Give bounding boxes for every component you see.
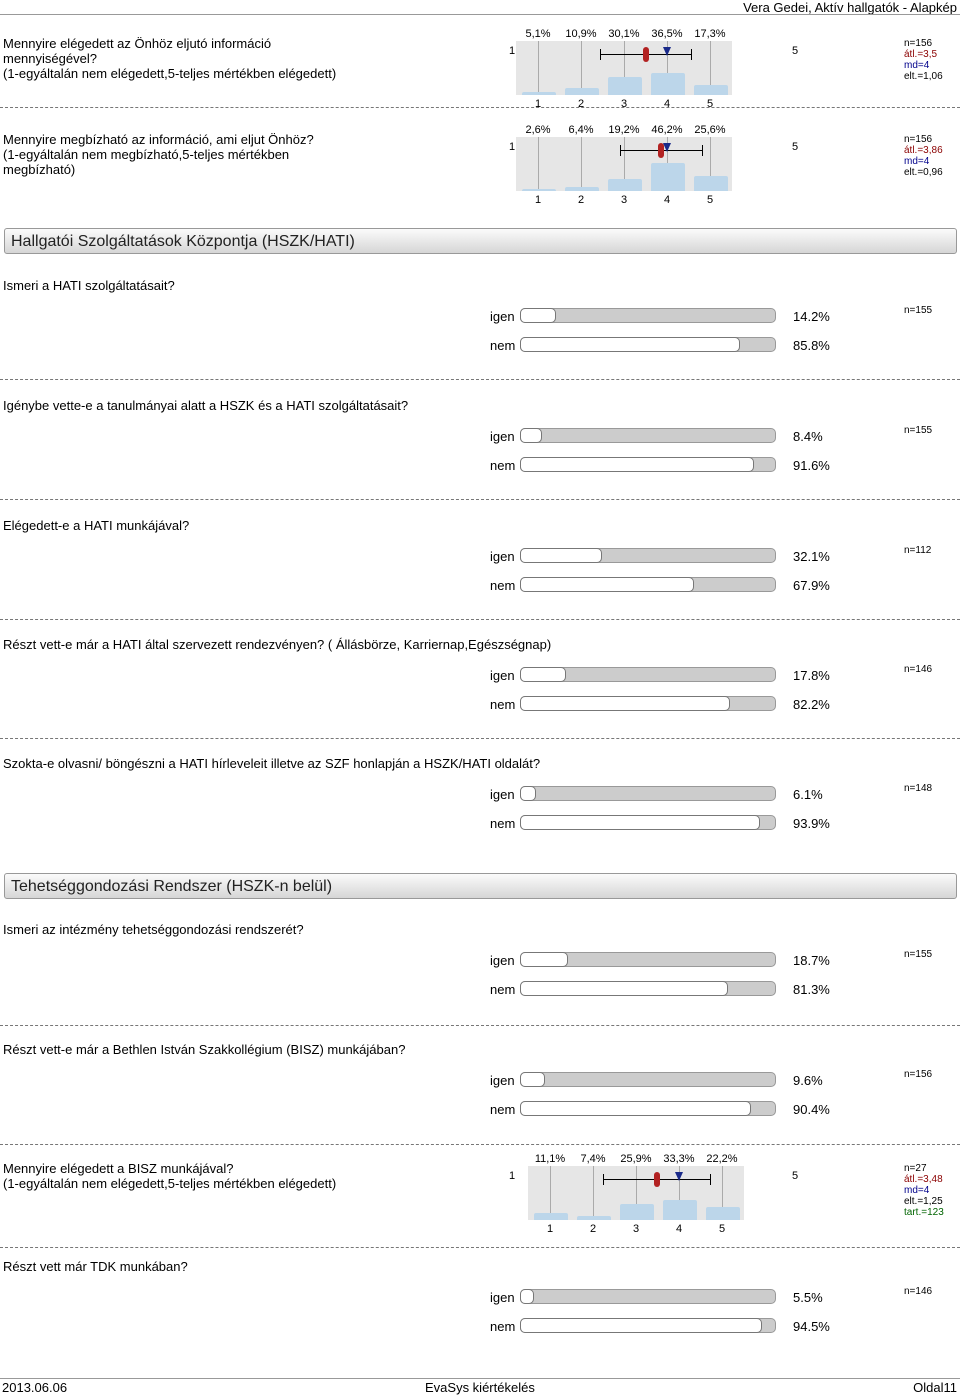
- answer-label-no: nem: [490, 1102, 516, 1117]
- answer-label-yes: igen: [490, 1073, 515, 1088]
- question-separator: [0, 619, 960, 620]
- percent-label: 25,9%: [620, 1153, 652, 1165]
- histogram-bar: [522, 189, 556, 191]
- yes-bar-track: [520, 1289, 776, 1304]
- tick-label: 5: [718, 1223, 726, 1235]
- yes-bar-track: [520, 548, 776, 563]
- yes-bar-fill: [520, 428, 542, 443]
- histogram-bar: [577, 1216, 611, 1220]
- answer-label-no: nem: [490, 697, 516, 712]
- no-percent: 93.9%: [793, 816, 830, 831]
- section-header: [4, 873, 957, 899]
- histogram-bar: [608, 77, 642, 95]
- no-bar-track: [520, 1318, 776, 1333]
- tick-label: 4: [663, 194, 671, 206]
- yes-bar-fill: [520, 952, 568, 967]
- footer-date: 2013.06.06: [2, 1380, 68, 1395]
- scale-gridline: [538, 137, 539, 191]
- question-text: Részt vett-e már a Bethlen István Szakkollégium (BISZ) munkájában?: [3, 1042, 406, 1057]
- tick-label: 4: [675, 1223, 683, 1235]
- no-bar-fill: [520, 337, 740, 352]
- tick-label: 2: [589, 1223, 597, 1235]
- statistics-line: n=27: [904, 1163, 927, 1174]
- scale-gridline: [581, 137, 582, 191]
- yes-bar-track: [520, 1072, 776, 1087]
- no-bar-fill: [520, 696, 730, 711]
- question-separator: [0, 1025, 960, 1026]
- sample-size: n=155: [904, 949, 933, 960]
- question-text-line: Mennyire elégedett az Önhöz eljutó információ: [3, 36, 272, 51]
- histogram-bar: [694, 176, 728, 191]
- histogram-bar: [694, 85, 728, 95]
- yes-bar-fill: [520, 1072, 545, 1087]
- yes-percent: 32.1%: [793, 549, 830, 564]
- no-percent: 81.3%: [793, 982, 830, 997]
- question-text-line: Mennyire megbízható az információ, ami eljut Önhöz?: [3, 132, 314, 147]
- scale-left-label: 1: [509, 141, 516, 153]
- no-bar-track: [520, 815, 776, 830]
- histogram-bar: [565, 187, 599, 191]
- question-text-line: (1-egyáltalán nem megbízható,5-teljes mértékben: [3, 147, 290, 162]
- question-text: Részt vett már TDK munkában?: [3, 1259, 188, 1274]
- answer-label-yes: igen: [490, 1290, 515, 1305]
- answer-label-no: nem: [490, 458, 516, 473]
- no-bar-fill: [520, 1101, 751, 1116]
- yes-bar-track: [520, 667, 776, 682]
- no-bar-fill: [520, 457, 754, 472]
- percent-label: 11,1%: [534, 1153, 566, 1165]
- question-text-line: megbízható): [3, 162, 76, 177]
- histogram-bar: [565, 88, 599, 95]
- mean-marker: [654, 1172, 660, 1187]
- no-percent: 82.2%: [793, 697, 830, 712]
- yes-bar-fill: [520, 667, 566, 682]
- sample-size: n=155: [904, 425, 933, 436]
- yes-bar-track: [520, 428, 776, 443]
- no-bar-track: [520, 981, 776, 996]
- no-bar-fill: [520, 815, 760, 830]
- question-text-line: mennyiségével?: [3, 51, 97, 66]
- yes-bar-fill: [520, 1289, 534, 1304]
- no-bar-track: [520, 1101, 776, 1116]
- section-title: Hallgatói Szolgáltatások Központja (HSZK/HATI): [11, 233, 355, 250]
- yes-percent: 14.2%: [793, 309, 830, 324]
- yes-bar-track: [520, 952, 776, 967]
- histogram-bar: [706, 1207, 740, 1220]
- question-text: Részt vett-e már a HATI által szervezett rendezvényen? ( Állásbörze, Karriernap,Egészségnap): [3, 637, 552, 652]
- statistics-line: átl.=3,86: [904, 145, 943, 156]
- yes-bar-fill: [520, 548, 602, 563]
- median-marker: [663, 143, 671, 152]
- sample-size: n=148: [904, 783, 933, 794]
- statistics-line: elt.=0,96: [904, 167, 943, 178]
- answer-label-no: nem: [490, 1319, 516, 1334]
- yes-percent: 5.5%: [793, 1290, 823, 1305]
- footer-rule: [0, 1378, 960, 1379]
- question-separator: [0, 379, 960, 380]
- sample-size: n=155: [904, 305, 933, 316]
- footer-center: EvaSys kiértékelés: [425, 1380, 535, 1395]
- no-bar-track: [520, 337, 776, 352]
- histogram-bar: [534, 1213, 568, 1220]
- yes-percent: 18.7%: [793, 953, 830, 968]
- scale-gridline: [581, 41, 582, 95]
- no-percent: 90.4%: [793, 1102, 830, 1117]
- answer-label-yes: igen: [490, 953, 515, 968]
- no-bar-track: [520, 577, 776, 592]
- std-dev-cap-right: [702, 145, 703, 156]
- histogram-bar: [608, 179, 642, 191]
- yes-percent: 9.6%: [793, 1073, 823, 1088]
- answer-label-no: nem: [490, 578, 516, 593]
- statistics-line: n=156: [904, 38, 933, 49]
- answer-label-yes: igen: [490, 787, 515, 802]
- no-percent: 85.8%: [793, 338, 830, 353]
- scale-left-label: 1: [509, 1170, 516, 1182]
- tick-label: 3: [632, 1223, 640, 1235]
- section-header: [4, 228, 957, 254]
- percent-label: 46,2%: [651, 124, 683, 136]
- percent-label: 25,6%: [694, 124, 726, 136]
- statistics-line: elt.=1,06: [904, 71, 943, 82]
- histogram-bar: [651, 163, 685, 191]
- question-text: Ismeri az intézmény tehetséggondozási rendszerét?: [3, 922, 304, 937]
- question-text: Ismeri a HATI szolgáltatásait?: [3, 278, 175, 293]
- yes-percent: 8.4%: [793, 429, 823, 444]
- footer-page: Oldal11: [913, 1380, 957, 1395]
- question-separator: [0, 738, 960, 739]
- answer-label-no: nem: [490, 982, 516, 997]
- no-bar-fill: [520, 577, 694, 592]
- statistics-line: átl.=3,48: [904, 1174, 943, 1185]
- question-separator: [0, 499, 960, 500]
- tick-label: 1: [534, 98, 542, 110]
- yes-bar-track: [520, 308, 776, 323]
- statistics-line: átl.=3,5: [904, 49, 938, 60]
- std-dev-cap-left: [620, 145, 621, 156]
- statistics-line: n=156: [904, 134, 933, 145]
- question-text-line: (1-egyáltalán nem elégedett,5-teljes mértékben elégedett): [3, 1176, 337, 1191]
- histogram-bar: [663, 1200, 697, 1220]
- no-bar-fill: [520, 981, 728, 996]
- question-text-line: Mennyire elégedett a BISZ munkájával?: [3, 1161, 234, 1176]
- yes-percent: 17.8%: [793, 668, 830, 683]
- sample-size: n=112: [904, 545, 932, 556]
- sample-size: n=156: [904, 1069, 933, 1080]
- std-dev-cap-left: [603, 1174, 604, 1185]
- tick-label: 4: [663, 98, 671, 110]
- answer-label-yes: igen: [490, 429, 515, 444]
- question-text: Szokta-e olvasni/ böngészni a HATI hírleveleit illetve az SZF honlapján a HSZK/HATI oldalát?: [3, 756, 541, 771]
- section-title: Tehetséggondozási Rendszer (HSZK-n belül): [11, 878, 333, 895]
- answer-label-no: nem: [490, 816, 516, 831]
- percent-label: 6,4%: [568, 124, 594, 136]
- scale-right-label: 5: [792, 1170, 799, 1182]
- question-text-line: (1-egyáltalán nem elégedett,5-teljes mértékben elégedett): [3, 66, 337, 81]
- tick-label: 2: [577, 194, 585, 206]
- answer-label-yes: igen: [490, 309, 515, 324]
- question-separator: [0, 107, 960, 108]
- tick-label: 1: [546, 1223, 554, 1235]
- sample-size: n=146: [904, 1286, 933, 1297]
- scale-right-label: 5: [792, 141, 799, 153]
- no-percent: 94.5%: [793, 1319, 830, 1334]
- tick-label: 3: [620, 194, 628, 206]
- no-bar-track: [520, 457, 776, 472]
- scale-gridline: [593, 1166, 594, 1220]
- no-percent: 67.9%: [793, 578, 830, 593]
- question-separator: [0, 1144, 960, 1145]
- yes-percent: 6.1%: [793, 787, 823, 802]
- statistics-line: md=4: [904, 60, 930, 71]
- statistics-line: md=4: [904, 156, 930, 167]
- histogram-bar: [522, 92, 556, 95]
- percent-label: 10,9%: [565, 28, 597, 40]
- header-title: Vera Gedei, Aktív hallgatók - Alapkép: [743, 0, 957, 15]
- scale-left-label: 1: [509, 45, 516, 57]
- tick-label: 5: [706, 194, 714, 206]
- statistics-line: elt.=1,25: [904, 1196, 943, 1207]
- answer-label-no: nem: [490, 338, 516, 353]
- no-bar-fill: [520, 1318, 762, 1333]
- statistics-line: md=4: [904, 1185, 930, 1196]
- yes-bar-track: [520, 786, 776, 801]
- question-text: Elégedett-e a HATI munkájával?: [3, 518, 190, 533]
- scale-right-label: 5: [792, 45, 799, 57]
- scale-gridline: [550, 1166, 551, 1220]
- percent-label: 2,6%: [525, 124, 551, 136]
- answer-label-yes: igen: [490, 668, 515, 683]
- percent-label: 7,4%: [580, 1153, 606, 1165]
- std-dev-cap-right: [710, 1174, 711, 1185]
- std-dev-cap-right: [691, 49, 692, 60]
- histogram-bar: [651, 73, 685, 95]
- question-text: Igénybe vette-e a tanulmányai alatt a HSZK és a HATI szolgáltatásait?: [3, 398, 409, 413]
- no-percent: 91.6%: [793, 458, 830, 473]
- no-bar-track: [520, 696, 776, 711]
- percent-label: 19,2%: [608, 124, 640, 136]
- tick-label: 2: [577, 98, 585, 110]
- answer-label-yes: igen: [490, 549, 515, 564]
- median-marker: [675, 1172, 683, 1181]
- tick-label: 1: [534, 194, 542, 206]
- tick-label: 5: [706, 98, 714, 110]
- std-dev-cap-left: [600, 49, 601, 60]
- mean-marker: [643, 47, 649, 62]
- yes-bar-fill: [520, 786, 536, 801]
- percent-label: 33,3%: [663, 1153, 695, 1165]
- yes-bar-fill: [520, 308, 556, 323]
- question-separator: [0, 1247, 960, 1248]
- percent-label: 22,2%: [706, 1153, 738, 1165]
- statistics-line: tart.=123: [904, 1207, 944, 1218]
- percent-label: 17,3%: [694, 28, 726, 40]
- percent-label: 30,1%: [608, 28, 640, 40]
- scale-gridline: [538, 41, 539, 95]
- header-rule: [0, 14, 960, 15]
- percent-label: 36,5%: [651, 28, 683, 40]
- median-marker: [663, 47, 671, 56]
- sample-size: n=146: [904, 664, 933, 675]
- percent-label: 5,1%: [525, 28, 551, 40]
- histogram-bar: [620, 1204, 654, 1220]
- tick-label: 3: [620, 98, 628, 110]
